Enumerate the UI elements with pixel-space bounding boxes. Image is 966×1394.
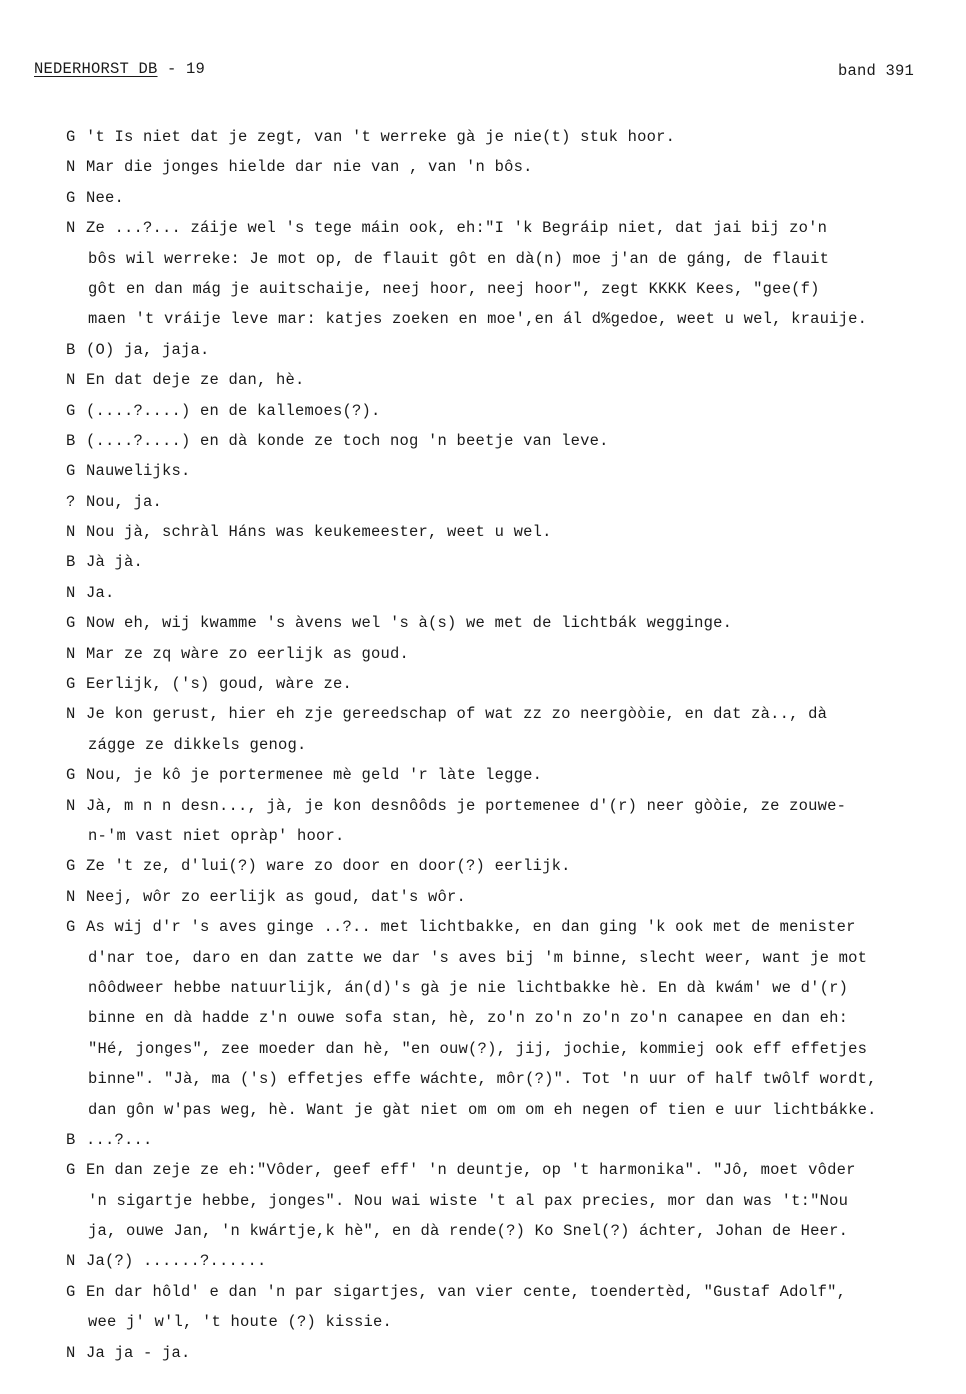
transcript-line (66, 669, 966, 699)
transcript-line (66, 547, 966, 577)
transcript-line (66, 1307, 966, 1337)
utterance-text: dan gôn w'pas weg, hè. Want je gàt niet om om om eh negen of tien e uur lichtbákke. (88, 1100, 877, 1119)
utterance-text: ...?... (86, 1130, 153, 1149)
transcript-line (66, 456, 966, 486)
transcript-line (66, 791, 966, 821)
utterance-text: binne en dà hadde z'n ouwe sofa stan, hè, zo'n zo'n zo'n zo'n canapee en dan eh: (88, 1009, 849, 1028)
utterance-text: Now eh, wij kwamme 's àvens wel 's à(s) we met de lichtbák wegginge. (86, 614, 733, 633)
transcript-line (66, 304, 966, 334)
utterance-text: En dar hôld' e dan 'n par sigartjes, van vier cente, toendertèd, "Gustaf Adolf", (86, 1282, 847, 1301)
utterance-text: Neej, wôr zo eerlijk as goud, dat's wôr. (86, 887, 467, 906)
transcript-line (66, 244, 966, 274)
transcript-line (66, 183, 966, 213)
transcript-line (66, 639, 966, 669)
transcript-line (66, 1095, 966, 1125)
transcript-line (66, 152, 966, 182)
utterance-text: Ja ja - ja. (86, 1343, 191, 1362)
speaker-label: ? (66, 492, 76, 511)
transcript-line (66, 578, 966, 608)
utterance-text: nôôdweer hebbe natuurlijk, án(d)'s gà je nie lichtbakke hè. En dà kwám' we d'(r) (88, 978, 849, 997)
utterance-text: gôt en dan mág je auitschaije, neej hoor, neej hoor", zegt KKKK Kees, "gee(f) (88, 279, 820, 298)
transcript-line (66, 122, 966, 152)
speaker-label: N (66, 705, 76, 724)
speaker-label: B (66, 340, 76, 359)
transcript-line (66, 517, 966, 547)
utterance-text: binne". "Jà, ma ('s) effetjes effe wáchte, môr(?)". Tot 'n uur of half twôlf wordt, (88, 1070, 877, 1089)
transcript-line (66, 1246, 966, 1276)
page-number: - 19 (167, 60, 206, 78)
utterance-text: Mar die jonges hielde dar nie van , van 'n bôs. (86, 158, 533, 177)
utterance-text: Ze 't ze, d'lui(?) ware zo door en door(?) eerlijk. (86, 857, 571, 876)
transcript-line (66, 943, 966, 973)
speaker-label: G (66, 401, 76, 420)
utterance-text: (O) ja, jaja. (86, 340, 210, 359)
utterance-text: Ja(?) ......?...... (86, 1252, 267, 1271)
transcript-line (66, 1216, 966, 1246)
speaker-label: N (66, 1343, 76, 1362)
utterance-text: En dan zeje ze eh:"Vôder, geef eff' 'n deuntje, op 't harmonika". "Jô, moet vôder (86, 1161, 856, 1180)
speaker-label: N (66, 219, 76, 238)
utterance-text: Jà jà. (86, 553, 144, 572)
utterance-text: wee j' w'l, 't houte (?) kissie. (88, 1313, 393, 1332)
utterance-text: Nou, je kô je portermenee mè geld 'r làte legge. (86, 766, 543, 785)
tape-label: band 391 (837, 62, 914, 80)
utterance-text: Eerlijk, ('s) goud, wàre ze. (86, 675, 353, 694)
transcript-line (66, 1003, 966, 1033)
speaker-label: G (66, 675, 76, 694)
speaker-label: G (66, 1282, 76, 1301)
transcript-line (66, 608, 966, 638)
transcript-line (66, 912, 966, 942)
utterance-text: ja, ouwe Jan, 'n kwártje,k hè", en dà rende(?) Ko Snel(?) áchter, Johan de Heer. (88, 1222, 849, 1241)
transcript-line (66, 213, 966, 243)
speaker-label: B (66, 1130, 76, 1149)
transcript-line (66, 973, 966, 1003)
transcript-line (66, 335, 966, 365)
transcript-line (66, 760, 966, 790)
speaker-label: G (66, 614, 76, 633)
speaker-label: G (66, 918, 76, 937)
speaker-label: G (66, 128, 76, 146)
transcript-line (66, 1186, 966, 1216)
transcript-line (66, 274, 966, 304)
utterance-text: Nee. (86, 188, 125, 207)
document-title: NEDERHORST DB (34, 60, 158, 78)
transcript-line (66, 1277, 966, 1307)
speaker-label: N (66, 644, 76, 663)
transcript-line (66, 730, 966, 760)
transcript-body (66, 122, 966, 1368)
transcript-line (66, 1034, 966, 1064)
utterance-text: 't Is niet dat je zegt, van 't werreke gà je nie(t) stuk hoor. (86, 128, 676, 146)
transcript-line (66, 1155, 966, 1185)
transcript-line (66, 426, 966, 456)
speaker-label: G (66, 462, 76, 481)
speaker-label: N (66, 887, 76, 906)
transcript-line (66, 821, 966, 851)
speaker-label: N (66, 796, 76, 815)
speaker-label: G (66, 766, 76, 785)
transcript-line (66, 882, 966, 912)
utterance-text: maen 't vráije leve mar: katjes zoeken en moe',en ál d%gedoe, weet u wel, krauije. (88, 310, 868, 329)
speaker-label: G (66, 188, 76, 207)
speaker-label: B (66, 553, 76, 572)
speaker-label: N (66, 1252, 76, 1271)
transcript-line (66, 396, 966, 426)
utterance-text: Mar ze zq wàre zo eerlijk as goud. (86, 644, 410, 663)
speaker-label: N (66, 158, 76, 177)
utterance-text: bôs wil werreke: Je mot op, de flauit gôt en dà(n) moe j'an de gáng, de flauit (88, 249, 830, 268)
transcript-line (66, 699, 966, 729)
utterance-text: Nou jà, schràl Háns was keukemeester, weet u wel. (86, 523, 552, 542)
speaker-label: N (66, 371, 76, 390)
utterance-text: As wij d'r 's aves ginge ..?.. met lichtbakke, en dan ging 'k ook met de menister (86, 918, 856, 937)
utterance-text: d'nar toe, daro en dan zatte we dar 's aves bij 'm binne, slecht weer, want je mot (88, 948, 868, 967)
speaker-label: G (66, 1161, 76, 1180)
speaker-label: N (66, 583, 76, 602)
utterance-text: (....?....) en de kallemoes(?). (86, 401, 381, 420)
speaker-label: B (66, 431, 76, 450)
speaker-label: N (66, 523, 76, 542)
utterance-text: 'n sigartje hebbe, jonges". Nou wai wiste 't al pax precies, mor dan was 't:"Nou (88, 1191, 849, 1210)
speaker-label: G (66, 857, 76, 876)
transcript-line (66, 487, 966, 517)
transcript-line (66, 1064, 966, 1094)
transcript-line (66, 1125, 966, 1155)
transcript-line (66, 365, 966, 395)
utterance-text: Nauwelijks. (86, 462, 191, 481)
utterance-text: Nou, ja. (86, 492, 163, 511)
utterance-text: n-'m vast niet opràp' hoor. (88, 826, 345, 845)
utterance-text: Je kon gerust, hier eh zje gereedschap of wat zz zo neergòòie, en dat zà.., dà (86, 705, 828, 724)
utterance-text: Jà, m n n desn..., jà, je kon desnôôds je portemenee d'(r) neer gòòie, ze zouwe- (86, 796, 847, 815)
utterance-text: En dat deje ze dan, hè. (86, 371, 305, 390)
transcript-line (66, 851, 966, 881)
utterance-text: Ze ...?... záije wel 's tege máin ook, eh:"I 'k Begráip niet, dat jai bij zo'n (86, 219, 828, 238)
utterance-text: Ja. (86, 583, 115, 602)
utterance-text: "Hé, jonges", zee moeder dan hè, "en ouw(?), jij, jochie, kommiej ook eff effetjes (88, 1039, 868, 1058)
transcript-line (66, 1338, 966, 1368)
document-header (34, 60, 205, 78)
utterance-text: (....?....) en dà konde ze toch nog 'n beetje van leve. (86, 431, 609, 450)
utterance-text: zágge ze dikkels genog. (88, 735, 307, 754)
